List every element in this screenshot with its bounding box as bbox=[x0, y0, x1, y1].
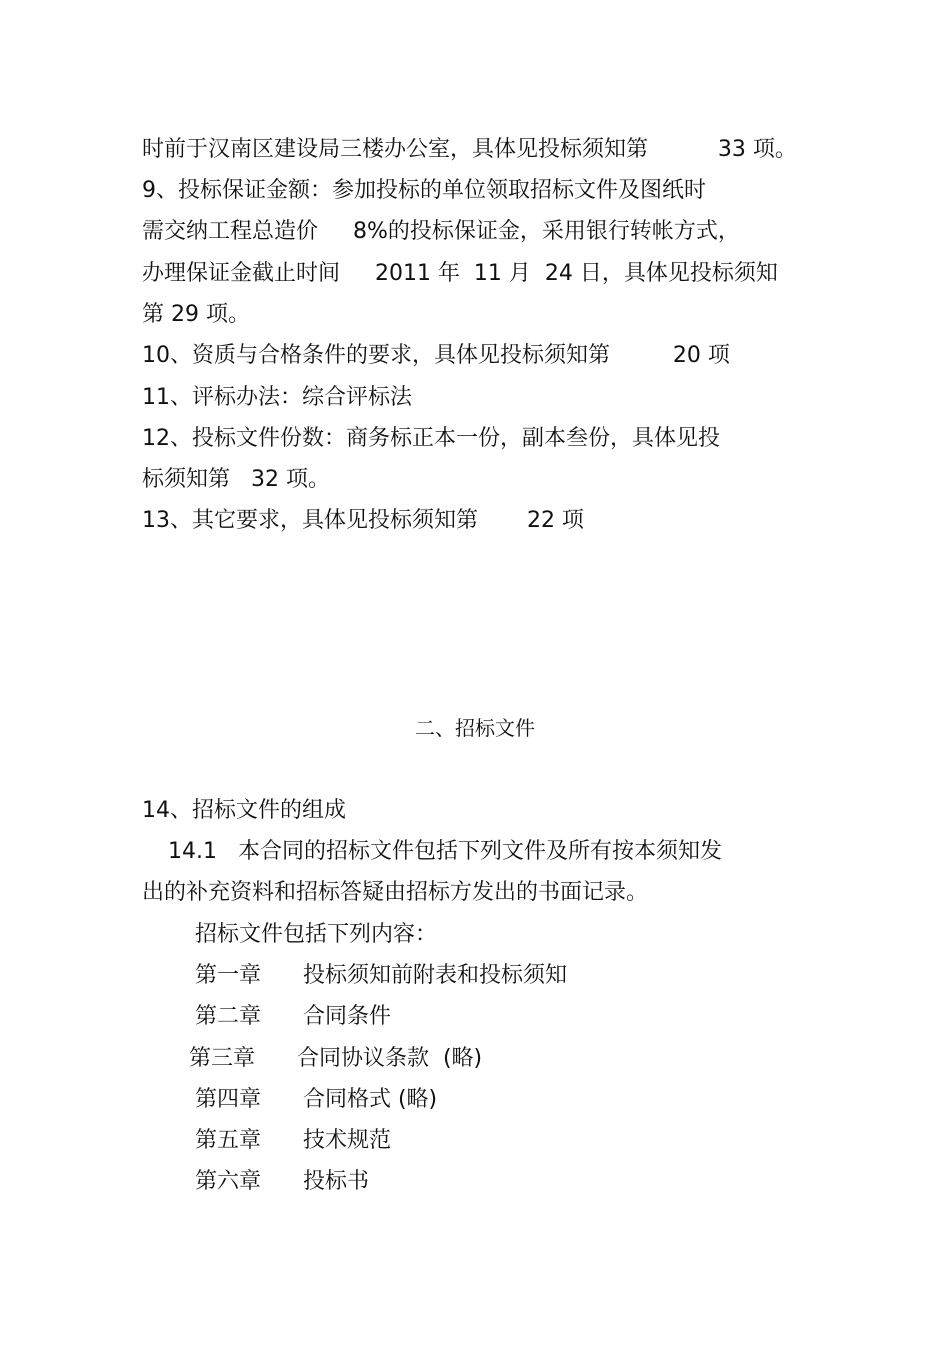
text-line-8: 12、投标文件份数：商务标正本一份，副本叁份，具体见投 bbox=[142, 426, 720, 451]
text-line-10: 13、其它要求，具体见投标须知第 22 项 bbox=[142, 508, 584, 533]
text-line-11: 14、招标文件的组成 bbox=[142, 798, 346, 823]
chapter-6: 第六章 投标书 bbox=[195, 1169, 369, 1194]
text-line-3: 需交纳工程总造价 8%的投标保证金，采用银行转帐方式， bbox=[142, 219, 740, 244]
text-line-4: 办理保证金截止时间 2011 年 11 月 24 日，具体见投标须知 bbox=[142, 261, 778, 286]
chapter-2: 第二章 合同条件 bbox=[195, 1004, 391, 1029]
text-line-6: 10、资质与合格条件的要求，具体见投标须知第 20 项 bbox=[142, 343, 730, 368]
section-title: 二、招标文件 bbox=[415, 716, 535, 740]
chapter-4: 第四章 合同格式 (略) bbox=[195, 1087, 438, 1112]
text-line-13: 出的补充资料和招标答疑由招标方发出的书面记录。 bbox=[142, 880, 649, 905]
text-line-5: 第 29 项。 bbox=[142, 302, 250, 327]
text-line-1: 时前于汉南区建设局三楼办公室，具体见投标须知第 33 项。 bbox=[142, 137, 797, 162]
chapter-5: 第五章 技术规范 bbox=[195, 1128, 391, 1153]
text-line-14: 招标文件包括下列内容： bbox=[195, 922, 438, 947]
text-line-2: 9、投标保证金额：参加投标的单位领取招标文件及图纸时 bbox=[142, 178, 706, 203]
text-line-12: 14.1 本合同的招标文件包括下列文件及所有按本须知发 bbox=[168, 839, 722, 864]
chapter-1: 第一章 投标须知前附表和投标须知 bbox=[195, 963, 567, 988]
text-line-9: 标须知第 32 项。 bbox=[142, 467, 330, 492]
chapter-3: 第三章 合同协议条款 (略) bbox=[189, 1046, 483, 1071]
text-line-7: 11、评标办法：综合评标法 bbox=[142, 385, 412, 410]
